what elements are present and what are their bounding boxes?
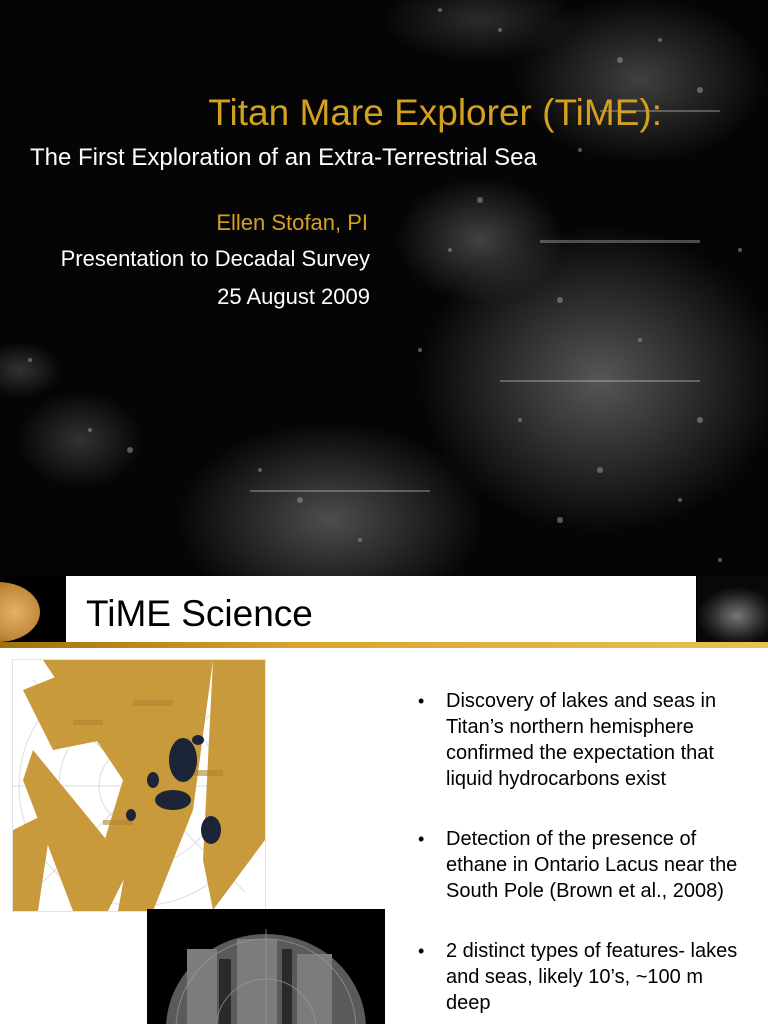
bullet-dot-icon: • bbox=[418, 691, 425, 711]
bullet-list bbox=[412, 688, 752, 1024]
bullet-text: Detection of the presence of ethane in Ontario Lacus near the South Pole (Brown et al., 2008) bbox=[446, 828, 738, 902]
bullet-dot-icon: • bbox=[418, 941, 425, 961]
slide-subtitle: The First Exploration of an Extra-Terrestrial Sea bbox=[30, 144, 537, 171]
author-line: Ellen Stofan, PI bbox=[216, 210, 368, 235]
corner-radar-image bbox=[697, 576, 768, 642]
titan-planet-icon bbox=[0, 580, 66, 642]
bullet-text: Discovery of lakes and seas in Titan’s northern hemisphere confirmed the expectation that liquid hydrocarbons exist bbox=[446, 690, 717, 790]
bullet-item bbox=[412, 938, 752, 1016]
bullet-text: 2 distinct types of features- lakes and seas, likely 10’s, ~100 m deep bbox=[446, 940, 738, 1014]
presentation-line: Presentation to Decadal Survey bbox=[60, 246, 370, 271]
bullet-dot-icon: • bbox=[418, 829, 425, 849]
north-polar-lakes-map bbox=[12, 659, 266, 912]
gold-divider bbox=[0, 642, 768, 648]
science-slide bbox=[0, 576, 768, 1024]
slide-title: Titan Mare Explorer (TiME): bbox=[208, 92, 662, 133]
south-polar-radar-map bbox=[147, 909, 385, 1024]
slide-title: TiME Science bbox=[86, 593, 313, 634]
bullet-item bbox=[412, 826, 752, 904]
date-line: 25 August 2009 bbox=[217, 284, 370, 309]
bullet-item bbox=[412, 688, 752, 792]
title-box bbox=[66, 576, 696, 642]
